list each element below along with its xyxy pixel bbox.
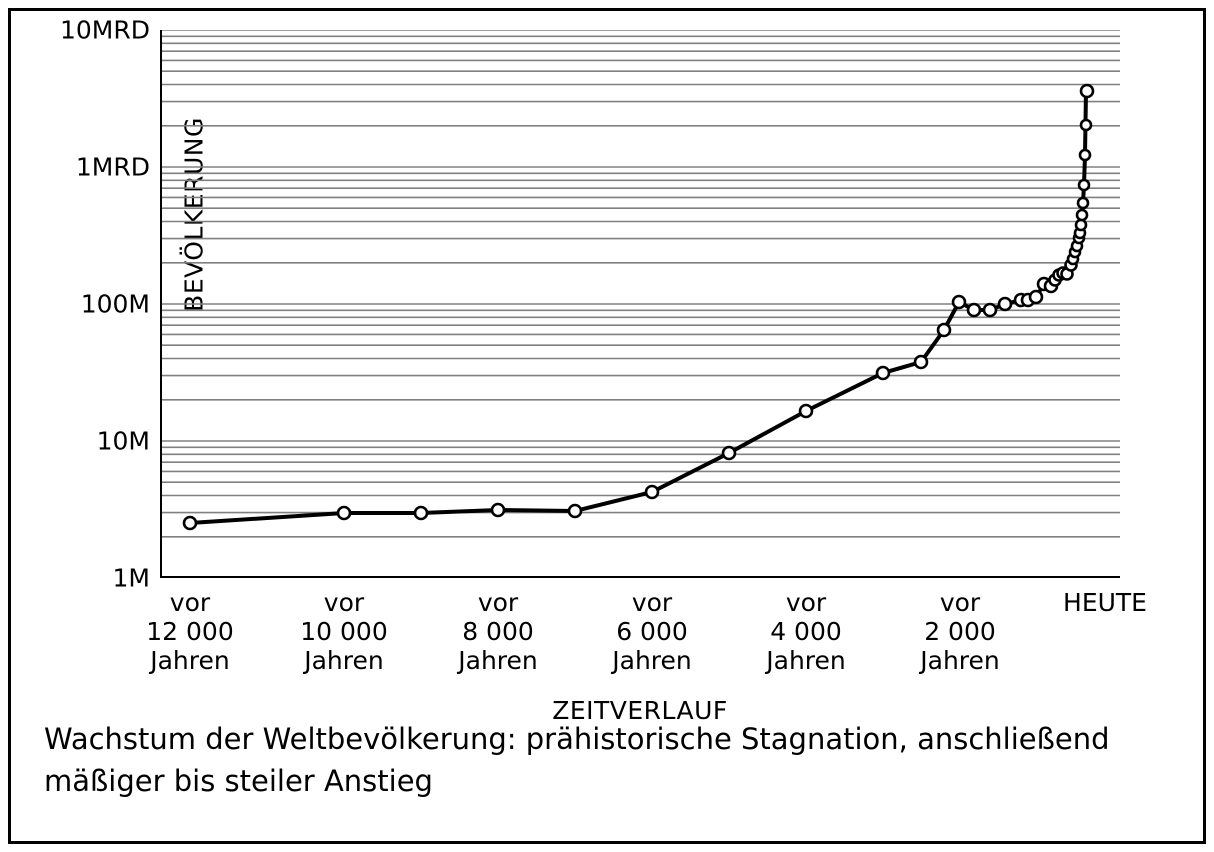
figure-caption (44, 718, 1164, 802)
y-tick-label-10mrd: 10MRD (59, 15, 150, 45)
x-tick-label-10000: vor 10 000 Jahren (300, 588, 388, 675)
y-tick-label-100m: 100M (80, 289, 150, 319)
x-tick-label-12000: vor 12 000 Jahren (146, 588, 234, 675)
chart-svg (160, 30, 1120, 578)
caption-line-2: mäßiger bis steiler Anstieg (44, 764, 433, 798)
y-axis-title: BEVÖLKERUNG (179, 117, 209, 312)
chart-plot-area (59, 15, 1147, 725)
y-tick-label-1mrd: 1MRD (75, 152, 150, 182)
x-tick-label-8000: vor 8 000 Jahren (458, 588, 538, 675)
x-tick-label-2000: vor 2 000 Jahren (920, 588, 1000, 675)
y-tick-label-1m: 1M (112, 563, 150, 593)
x-tick-label-4000: vor 4 000 Jahren (766, 588, 846, 675)
y-tick-label-10m: 10M (96, 426, 150, 456)
data-line (190, 91, 1086, 523)
x-tick-label-heute: HEUTE (1063, 588, 1147, 617)
x-tick-label-6000: vor 6 000 Jahren (612, 588, 692, 675)
caption-line-1: Wachstum der Weltbevölkerung: prähistorische Stagnation, anschließend (44, 722, 1110, 756)
x-axis-title: ZEITVERLAUF (552, 696, 728, 725)
